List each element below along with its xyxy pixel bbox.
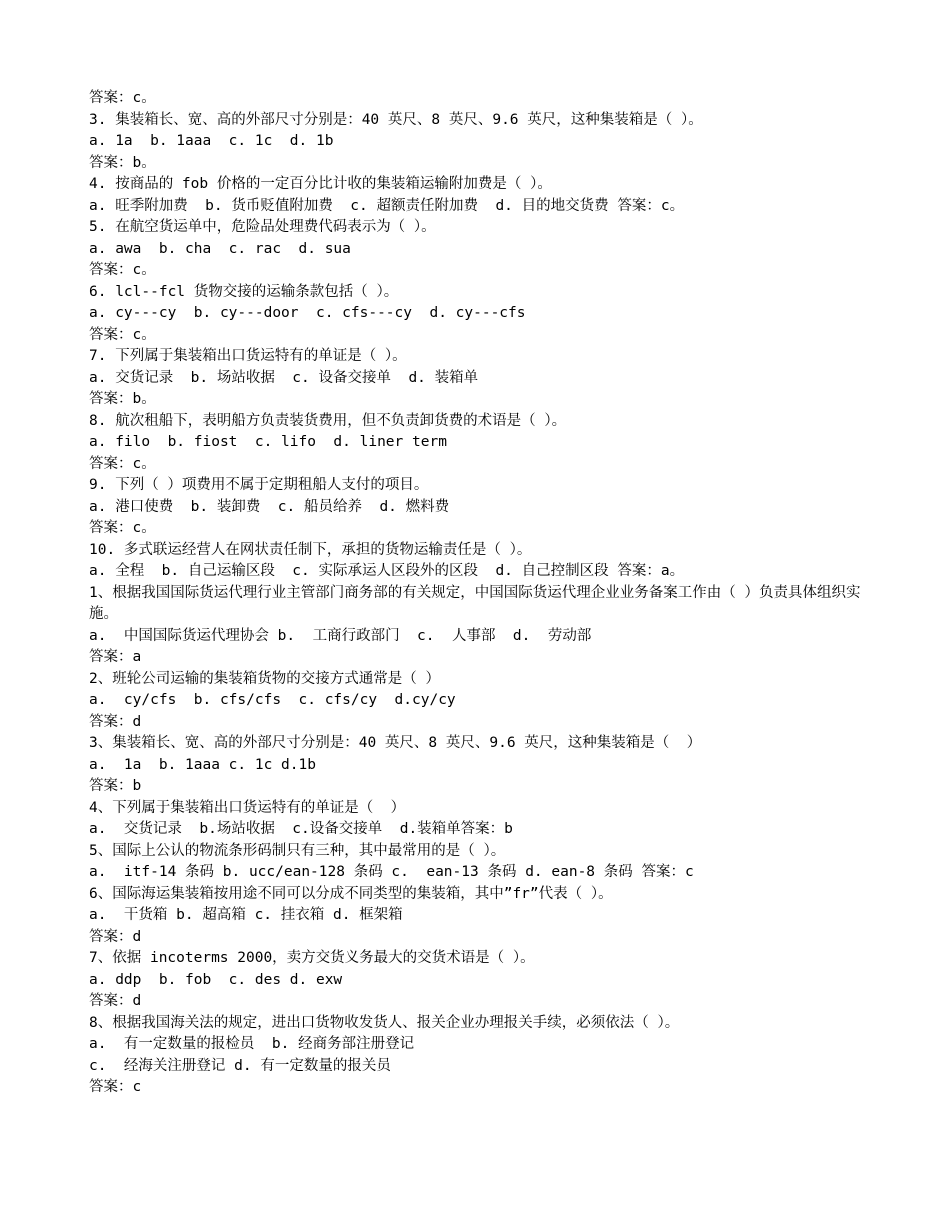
text-line: a. 1a b. 1aaa c. 1c d.1b — [89, 756, 316, 773]
text-line: 答案：b — [89, 778, 142, 794]
text-line: 答案：b。 — [89, 154, 156, 171]
text-line: 4、下列属于集装箱出口货运特有的单证是（ ） — [89, 799, 406, 816]
text-line: a. 港口使费 b. 装卸费 c. 船员给养 d. 燃料费 — [89, 498, 450, 515]
text-line: a. 有一定数量的报检员 b. 经商务部注册登记 — [89, 1036, 415, 1052]
text-line: 1、根据我国国际货运代理行业主管部门商务部的有关规定，中国国际货运代理企业业务备案工作由（ ）负责具体组织实施。 — [89, 584, 861, 622]
text-line: a. 旺季附加费 b. 货币贬值附加费 c. 超额责任附加费 d. 目的地交货费 答案：c。 — [89, 197, 685, 214]
text-line: a. itf-14 条码 b. ucc/ean-128 条码 c. ean-13 条码 d. ean-8 条码 答案：c — [89, 864, 694, 880]
text-line: 9. 下列（ ）项费用不属于定期租船人支付的项目。 — [89, 477, 429, 493]
text-line: a. 1a b. 1aaa c. 1c d. 1b — [89, 133, 334, 149]
text-line: 答案：c。 — [89, 326, 156, 343]
text-line: a. cy/cfs b. cfs/cfs c. cfs/cy d.cy/cy — [89, 692, 456, 708]
text-line: 4. 按商品的 fob 价格的一定百分比计收的集装箱运输附加费是（ ）。 — [89, 176, 552, 192]
text-line: 5、国际上公认的物流条形码制只有三种，其中最常用的是（ ）。 — [89, 842, 506, 859]
text-line: 3. 集装箱长、宽、高的外部尺寸分别是：40 英尺、8 英尺、9.6 英尺，这种集装箱是（ ）。 — [89, 111, 703, 128]
text-line: 6、国际海运集装箱按用途不同可以分成不同类型的集装箱，其中”fr”代表（ ）。 — [89, 885, 613, 902]
text-line: a. cy---cy b. cy---door c. cfs---cy d. cy---cfs — [89, 305, 526, 321]
text-line: 答案：a — [89, 649, 142, 665]
text-line: 8、根据我国海关法的规定，进出口货物收发货人、报关企业办理报关手续，必须依法（ ）。 — [89, 1014, 680, 1031]
text-line: 5. 在航空货运单中，危险品处理费代码表示为（ ）。 — [89, 219, 436, 235]
text-line: 答案：c。 — [89, 455, 156, 472]
text-line: a. awa b. cha c. rac d. sua — [89, 240, 351, 257]
text-line: 答案：c — [89, 1079, 142, 1095]
text-line: 6. lcl--fcl 货物交接的运输条款包括（ ）。 — [89, 283, 399, 300]
text-line: a. filo b. fiost c. lifo d. liner term — [89, 434, 447, 450]
text-line: 2、班轮公司运输的集装箱货物的交接方式通常是（ ） — [89, 670, 440, 687]
text-line: 答案：c。 — [89, 90, 156, 106]
text-line: 8. 航次租船下，表明船方负责装货费用，但不负责卸货费的术语是（ ）。 — [89, 412, 567, 429]
text-line: 答案：d — [89, 993, 142, 1009]
text-line: 答案：c。 — [89, 262, 156, 278]
text-line: 7. 下列属于集装箱出口货运特有的单证是（ ）。 — [89, 348, 407, 364]
text-line: 答案：b。 — [89, 391, 156, 407]
text-line: a. 交货记录 b. 场站收据 c. 设备交接单 d. 装箱单 — [89, 369, 479, 386]
text-line: a. 交货记录 b.场站收据 c.设备交接单 d.装箱单答案：b — [89, 821, 513, 837]
text-line: a. 全程 b. 自己运输区段 c. 实际承运人区段外的区段 d. 自己控制区段 答案：a。 — [89, 563, 685, 579]
text-line: 答案：d — [89, 713, 142, 730]
text-line: 答案：d — [89, 928, 142, 945]
text-line: c. 经海关注册登记 d. 有一定数量的报关员 — [89, 1057, 391, 1074]
text-line: 10. 多式联运经营人在网状责任制下，承担的货物运输责任是（ ）。 — [89, 541, 532, 558]
text-line: a. 干货箱 b. 超高箱 c. 挂衣箱 d. 框架箱 — [89, 907, 403, 923]
text-line: a. ddp b. fob c. des d. exw — [89, 971, 343, 988]
document-body — [89, 88, 869, 1099]
text-line: 7、依据 incoterms 2000，卖方交货义务最大的交货术语是（ ）。 — [89, 950, 535, 966]
text-line: a. 中国国际货运代理协会 b. 工商行政部门 c. 人事部 d. 劳动部 — [89, 627, 592, 644]
text-line: 答案：c。 — [89, 520, 156, 536]
text-line: 3、集装箱长、宽、高的外部尺寸分别是：40 英尺、8 英尺、9.6 英尺，这种集装箱是（ ） — [89, 735, 702, 751]
